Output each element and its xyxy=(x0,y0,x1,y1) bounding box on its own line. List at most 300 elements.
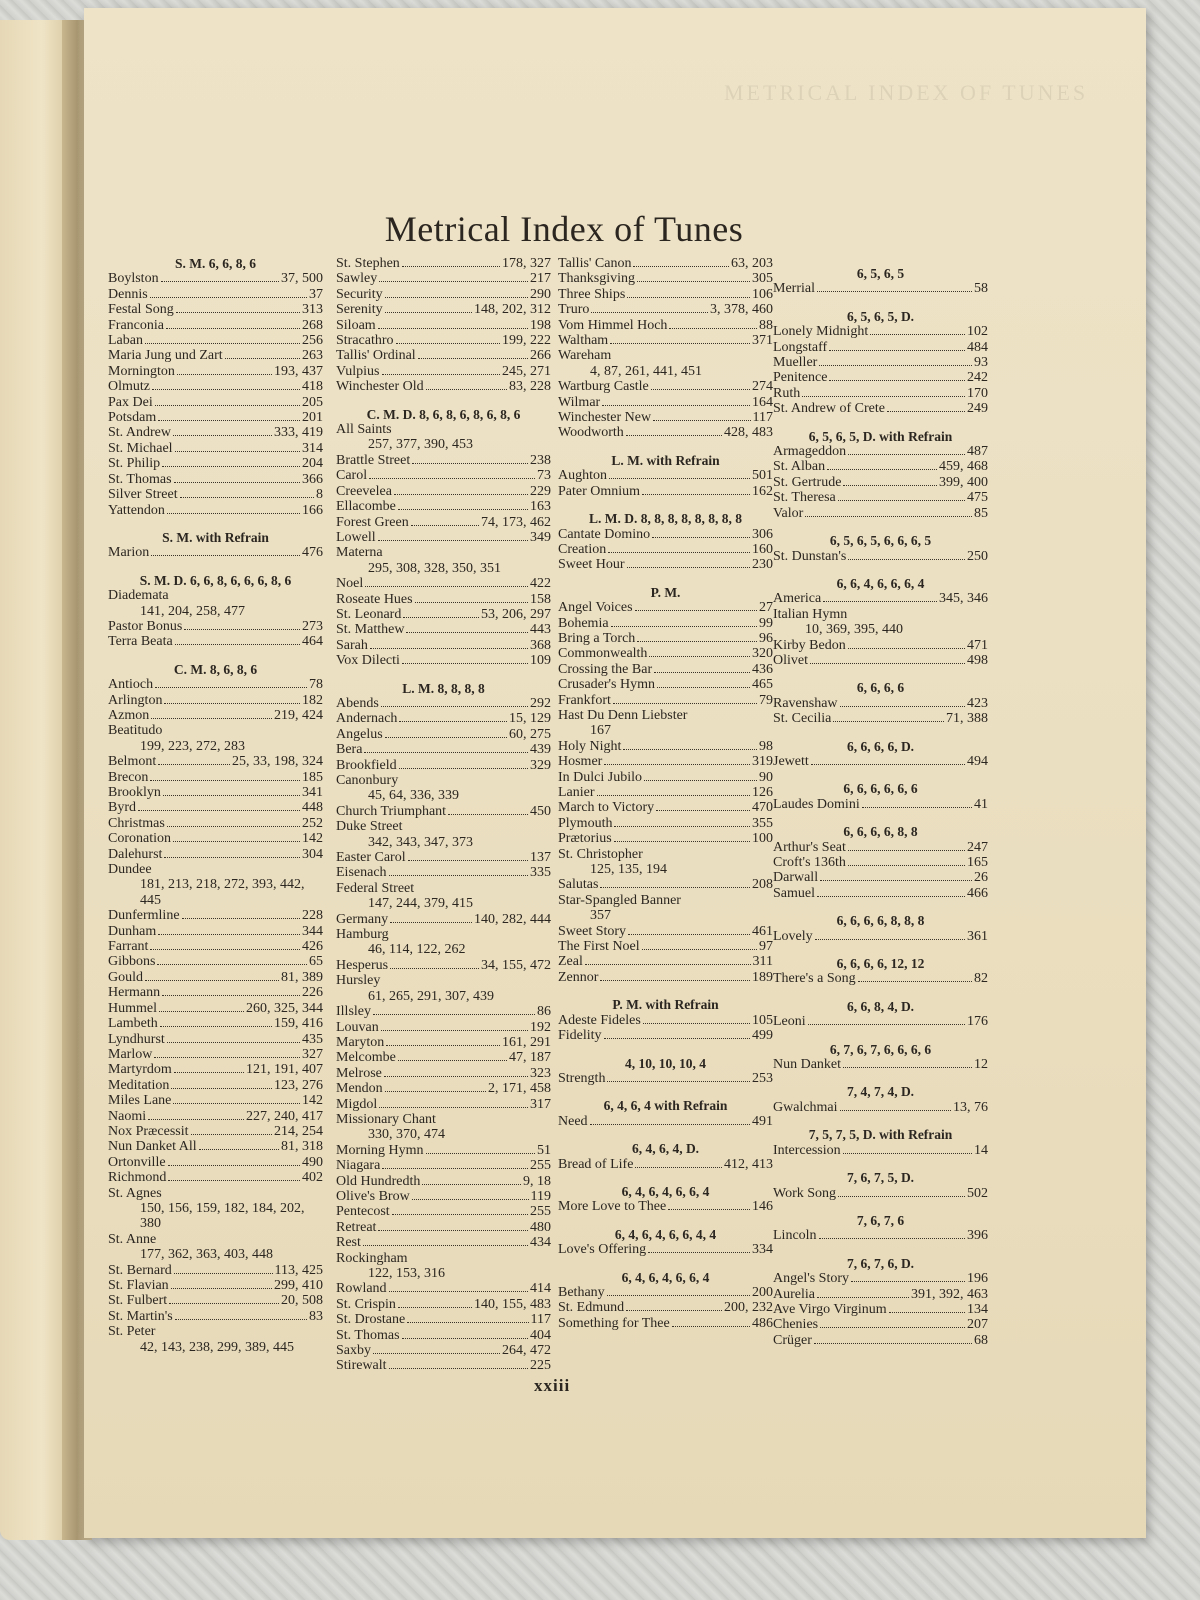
meter-group xyxy=(773,309,988,417)
tune-name: Aughton xyxy=(558,468,607,484)
tune-entry xyxy=(108,708,323,723)
dot-leader xyxy=(585,964,751,965)
tune-entry xyxy=(773,607,988,622)
meter-heading: 7, 5, 7, 5, D. with Refrain xyxy=(808,1127,953,1143)
tune-entry xyxy=(773,1228,988,1243)
hymn-numbers: 476 xyxy=(302,545,323,561)
dot-leader xyxy=(175,451,300,452)
dot-leader xyxy=(173,435,272,436)
dot-leader xyxy=(163,795,300,796)
tune-entry xyxy=(336,758,551,773)
tune-name: Brooklyn xyxy=(108,785,161,800)
tune-entry xyxy=(336,607,551,622)
tune-name: Church Triumphant xyxy=(336,803,447,819)
dot-leader xyxy=(180,497,314,498)
meter-group xyxy=(558,1098,773,1129)
tune-entry xyxy=(558,1285,773,1300)
dot-leader xyxy=(385,737,507,738)
hymn-numbers-continued: 342, 343, 347, 373 xyxy=(368,834,473,850)
dot-leader xyxy=(817,291,972,292)
tune-entry xyxy=(336,1174,551,1189)
hymn-numbers: 140, 282, 444 xyxy=(474,911,551,927)
dot-leader xyxy=(407,1322,528,1323)
hymn-numbers: 418 xyxy=(302,379,323,395)
hymn-numbers: 466 xyxy=(967,885,988,901)
tune-entry xyxy=(336,302,551,317)
tune-name: Frankfort xyxy=(558,692,611,708)
dot-leader xyxy=(848,850,965,851)
tune-name: Belmont xyxy=(108,754,157,770)
hymn-numbers: 140, 155, 483 xyxy=(474,1296,551,1312)
dot-leader xyxy=(158,934,300,935)
hymn-numbers: 292 xyxy=(530,695,551,711)
tune-entry xyxy=(773,459,988,474)
index-column-1 xyxy=(108,256,323,1367)
tune-entry xyxy=(108,503,323,518)
hymn-numbers: 494 xyxy=(967,753,988,769)
tune-entry xyxy=(558,527,773,542)
meter-heading: 6, 6, 6, 6, 8, 8, 8 xyxy=(836,913,925,929)
dot-leader xyxy=(168,1165,300,1166)
hymn-numbers-continued: 357 xyxy=(590,908,611,924)
tune-name: St. Thomas xyxy=(336,1327,400,1343)
tune-entry xyxy=(558,816,773,831)
tune-name: Nun Danket All xyxy=(108,1139,197,1155)
dot-leader xyxy=(643,1023,750,1024)
hymn-numbers: 436 xyxy=(752,661,773,677)
hymn-numbers: 464 xyxy=(302,634,323,650)
dot-leader xyxy=(155,687,307,688)
tune-entry xyxy=(773,1100,988,1115)
dot-leader xyxy=(653,420,750,421)
tune-name: Germany xyxy=(336,911,389,927)
hymn-numbers: 434 xyxy=(530,1235,551,1251)
tune-entry xyxy=(773,506,988,521)
tune-name: Penitence xyxy=(773,370,828,386)
hymn-numbers: 176 xyxy=(967,1014,988,1030)
left-page-edge xyxy=(0,20,70,1540)
tune-name: Something for Thee xyxy=(558,1315,670,1331)
dot-leader xyxy=(378,1230,528,1231)
hymn-numbers: 123, 276 xyxy=(274,1077,323,1093)
tune-name: Dennis xyxy=(108,286,148,302)
dot-leader xyxy=(394,494,528,495)
dot-leader xyxy=(390,922,472,923)
tune-entry xyxy=(773,855,988,870)
tune-name: More Love to Thee xyxy=(558,1199,667,1215)
tune-entry xyxy=(558,1199,773,1214)
dot-leader xyxy=(381,1030,528,1031)
meter-heading: C. M. D. 8, 6, 8, 6, 8, 6, 8, 6 xyxy=(366,406,521,422)
meter-group xyxy=(558,1056,773,1087)
tune-name: Rowland xyxy=(336,1281,387,1297)
hymn-numbers: 355 xyxy=(752,815,773,831)
meter-heading: C. M. 8, 6, 8, 6 xyxy=(173,661,258,677)
tune-name: St. Matthew xyxy=(336,622,405,638)
meter-heading: P. M. xyxy=(650,584,681,600)
tune-entry xyxy=(336,1204,551,1219)
tune-entry xyxy=(558,333,773,348)
tune-name: Croft's 136th xyxy=(773,855,846,870)
hymn-numbers: 498 xyxy=(967,652,988,668)
tune-name: America xyxy=(773,591,822,607)
meter-heading: 7, 6, 7, 6 xyxy=(856,1212,905,1228)
tune-entry xyxy=(773,1186,988,1201)
tune-name: Prætorius xyxy=(558,831,612,847)
dot-leader xyxy=(173,841,300,842)
tune-name: Hast Du Denn Liebster xyxy=(558,707,688,723)
dot-leader xyxy=(173,1103,300,1104)
dot-leader xyxy=(148,1119,244,1120)
dot-leader xyxy=(168,1180,300,1181)
hymn-numbers: 329 xyxy=(530,757,551,773)
hymn-numbers: 426 xyxy=(302,939,323,955)
dot-leader xyxy=(607,1081,750,1082)
tune-name: St. Edmund xyxy=(558,1300,625,1316)
dot-leader xyxy=(819,1238,965,1239)
tune-entry xyxy=(336,696,551,711)
tune-entry xyxy=(336,1281,551,1296)
hymn-numbers: 96 xyxy=(759,630,773,646)
tune-name: Miles Lane xyxy=(108,1093,172,1109)
dot-leader xyxy=(840,706,965,707)
book-page xyxy=(84,8,1146,1538)
hymn-numbers: 266 xyxy=(530,348,551,364)
tune-entry xyxy=(108,1263,323,1278)
dot-leader xyxy=(171,1088,272,1089)
hymn-numbers: 117 xyxy=(530,1312,551,1328)
tune-entry xyxy=(336,1020,551,1035)
hymn-numbers: 109 xyxy=(530,653,551,669)
tune-entry xyxy=(558,785,773,800)
tune-entry xyxy=(773,653,988,668)
meter-group xyxy=(558,1227,773,1258)
hymn-numbers: 148, 202, 312 xyxy=(474,302,551,318)
tune-name: There's a Song xyxy=(773,971,856,987)
tune-name: Ellacombe xyxy=(336,499,396,515)
tune-name: Intercession xyxy=(773,1142,841,1158)
meter-group xyxy=(773,1256,988,1348)
hymn-numbers: 323 xyxy=(530,1065,551,1081)
tune-entry xyxy=(558,770,773,785)
dot-leader xyxy=(382,1168,528,1169)
dot-leader xyxy=(152,389,300,390)
tune-entry xyxy=(108,862,323,877)
tune-name: Ortonville xyxy=(108,1154,166,1170)
tune-name: Merrial xyxy=(773,281,815,297)
hymn-numbers: 137 xyxy=(530,850,551,866)
tune-name: Lonely Midnight xyxy=(773,324,869,340)
dot-leader xyxy=(817,1297,909,1298)
hymn-numbers: 317 xyxy=(530,1096,551,1112)
tune-entry xyxy=(773,475,988,490)
hymn-numbers-continued: 10, 369, 395, 440 xyxy=(805,622,903,638)
tune-entry xyxy=(108,395,323,410)
dot-leader xyxy=(628,934,750,935)
tune-entry xyxy=(108,1278,323,1293)
tune-entry xyxy=(773,401,988,416)
dot-leader xyxy=(403,617,479,618)
hymn-numbers: 414 xyxy=(530,1281,551,1297)
tune-entry xyxy=(108,302,323,317)
meter-heading: 6, 6, 6, 6 xyxy=(856,680,905,696)
hymn-numbers: 225 xyxy=(530,1358,551,1374)
tune-entry xyxy=(108,1293,323,1308)
tune-entry xyxy=(773,696,988,711)
meter-group xyxy=(773,999,988,1030)
tune-name: Dalehurst xyxy=(108,846,163,862)
tune-name: March to Victory xyxy=(558,800,655,816)
hymn-numbers: 366 xyxy=(302,471,323,487)
tune-name: Beatitudo xyxy=(108,723,163,739)
hymn-numbers: 252 xyxy=(302,815,323,831)
tune-name: Eisenach xyxy=(336,865,387,881)
hymn-numbers: 142 xyxy=(302,1093,323,1109)
hymn-numbers-continued: 150, 156, 159, 182, 184, 202, 380 xyxy=(140,1200,305,1232)
tune-entry xyxy=(336,576,551,591)
tune-entry xyxy=(108,410,323,425)
hymn-numbers: 242 xyxy=(967,370,988,386)
hymn-numbers: 299, 410 xyxy=(274,1278,323,1293)
tune-name: Marion xyxy=(108,545,150,561)
hymn-numbers: 344 xyxy=(302,923,323,939)
hymn-numbers: 146 xyxy=(752,1199,773,1215)
dot-leader xyxy=(848,559,965,560)
dot-leader xyxy=(623,749,757,750)
hymn-numbers: 391, 392, 463 xyxy=(911,1286,988,1302)
hymn-numbers: 490 xyxy=(302,1154,323,1170)
dot-leader xyxy=(597,795,750,796)
hymn-numbers: 8 xyxy=(316,487,323,503)
tune-entry xyxy=(773,281,988,296)
dot-leader xyxy=(626,435,722,436)
dot-leader xyxy=(402,266,500,267)
dot-leader xyxy=(600,887,750,888)
tune-entry xyxy=(108,754,323,769)
tune-entry xyxy=(108,1232,323,1247)
tune-entry xyxy=(558,302,773,317)
dot-leader xyxy=(379,281,528,282)
hymn-numbers: 448 xyxy=(302,800,323,816)
meter-group xyxy=(558,1141,773,1172)
dot-leader xyxy=(635,610,757,611)
dot-leader xyxy=(386,1045,500,1046)
tune-entry xyxy=(773,1271,988,1286)
tune-name: Brattle Street xyxy=(336,452,411,468)
tune-name: Angel Voices xyxy=(558,600,633,616)
dot-leader xyxy=(406,632,528,633)
index-column-3 xyxy=(558,256,773,1343)
hymn-numbers: 247 xyxy=(967,839,988,855)
dot-leader xyxy=(843,1153,972,1154)
tune-entry xyxy=(108,939,323,954)
meter-group xyxy=(773,913,988,944)
tune-name: St. Flavian xyxy=(108,1278,169,1293)
dot-leader xyxy=(644,780,757,781)
hymn-numbers-continued: 330, 370, 474 xyxy=(368,1127,445,1143)
hymn-numbers: 263 xyxy=(302,348,323,364)
tune-entry xyxy=(336,1358,551,1373)
hymn-numbers: 198 xyxy=(530,317,551,333)
tune-name: The First Noel xyxy=(558,939,640,955)
hymn-numbers: 82 xyxy=(974,971,988,987)
hymn-numbers: 305 xyxy=(752,271,773,287)
tune-entry xyxy=(773,370,988,385)
tune-entry xyxy=(336,1035,551,1050)
tune-name: Winchester Old xyxy=(336,379,424,395)
dot-leader xyxy=(669,328,757,329)
hymn-numbers: 27 xyxy=(759,600,773,616)
hymn-numbers: 47, 187 xyxy=(509,1050,551,1066)
dot-leader xyxy=(378,328,528,329)
tune-entry xyxy=(108,908,323,923)
tune-entry xyxy=(336,773,551,788)
tune-name: St. Drostane xyxy=(336,1312,406,1328)
dot-leader xyxy=(602,405,750,406)
tune-entry xyxy=(558,616,773,631)
tune-entry xyxy=(336,499,551,514)
dot-leader xyxy=(838,500,965,501)
hymn-numbers: 333, 419 xyxy=(274,425,323,441)
tune-entry xyxy=(336,287,551,302)
dot-leader xyxy=(848,648,965,649)
dot-leader xyxy=(418,358,528,359)
tune-name: Nox Præcessit xyxy=(108,1123,189,1139)
tune-entry xyxy=(336,927,551,942)
hymn-numbers: 465 xyxy=(752,677,773,693)
tune-entry xyxy=(108,1324,323,1339)
tune-entry xyxy=(336,1081,551,1096)
tune-entry xyxy=(108,348,323,363)
meter-group xyxy=(773,266,988,297)
meter-heading: 6, 7, 6, 7, 6, 6, 6, 6 xyxy=(829,1041,932,1057)
hymn-numbers-continued: 42, 143, 238, 299, 389, 445 xyxy=(140,1339,294,1355)
tune-entry xyxy=(558,1071,773,1086)
tune-entry xyxy=(336,1050,551,1065)
meter-group xyxy=(336,256,551,395)
dot-leader xyxy=(176,312,300,313)
dot-leader xyxy=(613,703,757,704)
tune-entry xyxy=(336,256,551,271)
tune-name: Italian Hymn xyxy=(773,606,848,622)
tune-name: Retreat xyxy=(336,1219,377,1235)
dot-leader xyxy=(389,875,528,876)
meter-heading: 7, 4, 7, 4, D. xyxy=(846,1084,915,1100)
hymn-numbers-continued: 141, 204, 258, 477 xyxy=(140,603,245,619)
dot-leader xyxy=(823,601,937,602)
hymn-numbers: 345, 346 xyxy=(939,591,988,607)
tune-entry xyxy=(336,881,551,896)
hymn-numbers: 98 xyxy=(759,738,773,754)
tune-entry xyxy=(108,1001,323,1016)
tune-entry xyxy=(108,287,323,302)
tune-entry xyxy=(108,1032,323,1047)
tune-entry xyxy=(773,444,988,459)
tune-entry xyxy=(558,1013,773,1028)
tune-entry xyxy=(336,1189,551,1204)
meter-group xyxy=(336,681,551,1374)
tune-name: St. Michael xyxy=(108,440,173,456)
meter-heading: 6, 4, 6, 4, D. xyxy=(631,1141,700,1157)
hymn-numbers: 245, 271 xyxy=(502,363,551,379)
tune-entry xyxy=(108,1155,323,1170)
meter-group xyxy=(773,680,988,726)
dot-leader xyxy=(412,1199,529,1200)
hymn-numbers: 68 xyxy=(974,1332,988,1348)
tune-entry xyxy=(336,711,551,726)
hymn-numbers: 501 xyxy=(752,468,773,484)
tune-entry xyxy=(336,1220,551,1235)
tune-name: Winchester New xyxy=(558,410,652,426)
tune-name: Darwall xyxy=(773,870,819,886)
tune-name: Old Hundredth xyxy=(336,1173,421,1189)
tune-name: Lyndhurst xyxy=(108,1031,165,1047)
hymn-numbers: 14 xyxy=(974,1142,988,1158)
tune-name: Olive's Brow xyxy=(336,1188,410,1204)
dot-leader xyxy=(184,629,300,630)
hymn-numbers: 227, 240, 417 xyxy=(246,1108,323,1124)
tune-name: Bring a Torch xyxy=(558,630,636,646)
tune-entry xyxy=(336,622,551,637)
dot-leader xyxy=(365,586,528,587)
tune-entry xyxy=(336,1158,551,1173)
tune-entry xyxy=(108,677,323,692)
hymn-numbers: 119 xyxy=(530,1188,551,1204)
tune-entry xyxy=(336,1235,551,1250)
hymn-numbers: 486 xyxy=(752,1315,773,1331)
meter-heading: 6, 5, 6, 5, D. xyxy=(846,308,915,324)
hymn-numbers-continued: 167 xyxy=(590,723,611,739)
hymn-numbers: 117 xyxy=(752,410,773,426)
tune-name: Missionary Chant xyxy=(336,1111,436,1127)
tune-name: St. Martin's xyxy=(108,1308,173,1324)
tune-name: St. Gertrude xyxy=(773,474,842,490)
tune-name: St. Philip xyxy=(108,456,161,472)
tune-name: In Dulci Jubilo xyxy=(558,769,642,785)
tune-name: Star-Spangled Banner xyxy=(558,892,681,908)
tune-entry xyxy=(108,1047,323,1062)
tune-name: Chenies xyxy=(773,1317,819,1333)
tune-entry xyxy=(108,1170,323,1185)
tune-entry xyxy=(558,939,773,954)
tune-name: Bread of Life xyxy=(558,1156,634,1172)
dot-leader xyxy=(827,469,937,470)
hymn-numbers: 81, 318 xyxy=(281,1139,323,1155)
hymn-numbers: 165 xyxy=(967,855,988,870)
tune-name: Canonbury xyxy=(336,773,399,788)
dot-leader xyxy=(843,1067,972,1068)
dot-leader xyxy=(604,1038,750,1039)
hymn-numbers: 311 xyxy=(752,954,773,970)
tune-name: St. Anne xyxy=(108,1231,157,1247)
tune-name: Andernach xyxy=(336,711,398,727)
tune-name: Crüger xyxy=(773,1332,812,1348)
hymn-numbers: 399, 400 xyxy=(939,474,988,490)
dot-leader xyxy=(145,980,279,981)
dot-leader xyxy=(175,1319,307,1320)
meter-group xyxy=(773,781,988,812)
dot-leader xyxy=(182,918,300,919)
hymn-numbers-continued: 181, 213, 218, 272, 393, 442, 445 xyxy=(140,877,305,908)
meter-group xyxy=(558,585,773,986)
tune-entry xyxy=(336,1328,551,1343)
hymn-numbers: 200 xyxy=(752,1284,773,1300)
dot-leader xyxy=(199,1149,279,1150)
hymn-numbers: 313 xyxy=(302,302,323,318)
tune-name: Crusader's Hymn xyxy=(558,677,656,693)
tune-entry xyxy=(336,1097,551,1112)
hymn-numbers: 335 xyxy=(530,865,551,881)
